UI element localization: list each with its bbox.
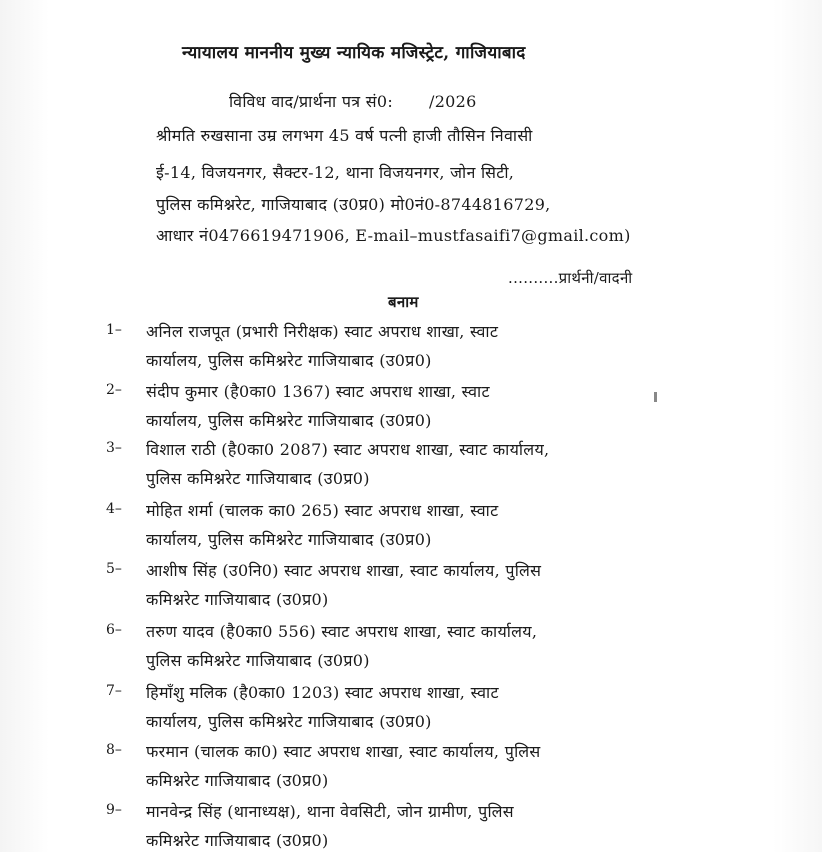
respondent-line-1: अनिल राजपूत (प्रभारी निरीक्षक) स्वाट अपराध शाखा, स्वाट (146, 322, 499, 341)
respondent-line-2: कार्यालय, पुलिस कमिश्नरेट गाजियाबाद (उ0प्र0) (146, 530, 432, 549)
respondent-number: 6– (106, 622, 122, 638)
versus-heading: बनाम (388, 293, 419, 311)
petitioner-line-4: आधार नं0476619471906, E-mail–mustfasaifi7@gmail.com) (156, 226, 631, 245)
pen-mark (654, 392, 657, 402)
respondent-number: 5– (106, 561, 122, 577)
respondent-line-1: फरमान (चालक का0) स्वाट अपराध शाखा, स्वाट कार्यालय, पुलिस (146, 742, 541, 761)
petitioner-line-3: पुलिस कमिश्नरेट, गाजियाबाद (उ0प्र0) मो0नं0-8744816729, (156, 195, 551, 214)
petitioner-role: ..........प्रार्थनी/वादनी (508, 269, 633, 287)
case-number: /2026 (429, 92, 477, 111)
respondent-number: 2– (106, 382, 122, 398)
respondent-line-1: हिमाँशु मलिक (है0का0 1203) स्वाट अपराध शाखा, स्वाट (146, 683, 499, 702)
case-label: विविध वाद/प्रार्थना पत्र सं0: (229, 92, 394, 111)
respondent-line-1: विशाल राठी (है0का0 2087) स्वाट अपराध शाखा, स्वाट कार्यालय, (146, 440, 550, 459)
respondent-line-2: कार्यालय, पुलिस कमिश्नरेट गाजियाबाद (उ0प्र0) (146, 712, 432, 731)
respondent-number: 3– (106, 440, 122, 456)
respondent-number: 1– (106, 322, 122, 338)
respondent-line-2: पुलिस कमिश्नरेट गाजियाबाद (उ0प्र0) (146, 651, 370, 670)
respondent-line-2: कमिश्नरेट गाजियाबाद (उ0प्र0) (146, 831, 329, 850)
respondent-line-1: तरुण यादव (है0का0 556) स्वाट अपराध शाखा, स्वाट कार्यालय, (146, 622, 538, 641)
respondent-number: 4– (106, 501, 122, 517)
respondent-line-1: आशीष सिंह (उ0नि0) स्वाट अपराध शाखा, स्वाट कार्यालय, पुलिस (146, 561, 542, 580)
court-title: न्यायालय माननीय मुख्य न्यायिक मजिस्ट्रेट, गाजियाबाद (182, 43, 526, 63)
respondent-number: 7– (106, 683, 122, 699)
respondent-line-1: मोहित शर्मा (चालक का0 265) स्वाट अपराध शाखा, स्वाट (146, 501, 499, 520)
respondent-line-1: मानवेन्द्र सिंह (थानाध्यक्ष), थाना वेवसिटी, जोन ग्रामीण, पुलिस (146, 802, 514, 821)
petitioner-line-1: श्रीमति रुखसाना उम्र लगभग 45 वर्ष पत्नी हाजी तौसिन निवासी (156, 126, 533, 145)
respondent-number: 9– (106, 802, 122, 818)
case-number-line (229, 90, 477, 112)
respondent-line-2: पुलिस कमिश्नरेट गाजियाबाद (उ0प्र0) (146, 469, 370, 488)
respondent-line-2: कमिश्नरेट गाजियाबाद (उ0प्र0) (146, 771, 329, 790)
respondent-line-2: कार्यालय, पुलिस कमिश्नरेट गाजियाबाद (उ0प्र0) (146, 411, 432, 430)
respondent-number: 8– (106, 742, 122, 758)
respondent-line-1: संदीप कुमार (है0का0 1367) स्वाट अपराध शाखा, स्वाट (146, 382, 490, 401)
respondent-line-2: कार्यालय, पुलिस कमिश्नरेट गाजियाबाद (उ0प्र0) (146, 351, 432, 370)
petitioner-line-2: ई-14, विजयनगर, सैक्टर-12, थाना विजयनगर, जोन सिटी, (156, 163, 515, 182)
respondent-line-2: कमिश्नरेट गाजियाबाद (उ0प्र0) (146, 590, 329, 609)
